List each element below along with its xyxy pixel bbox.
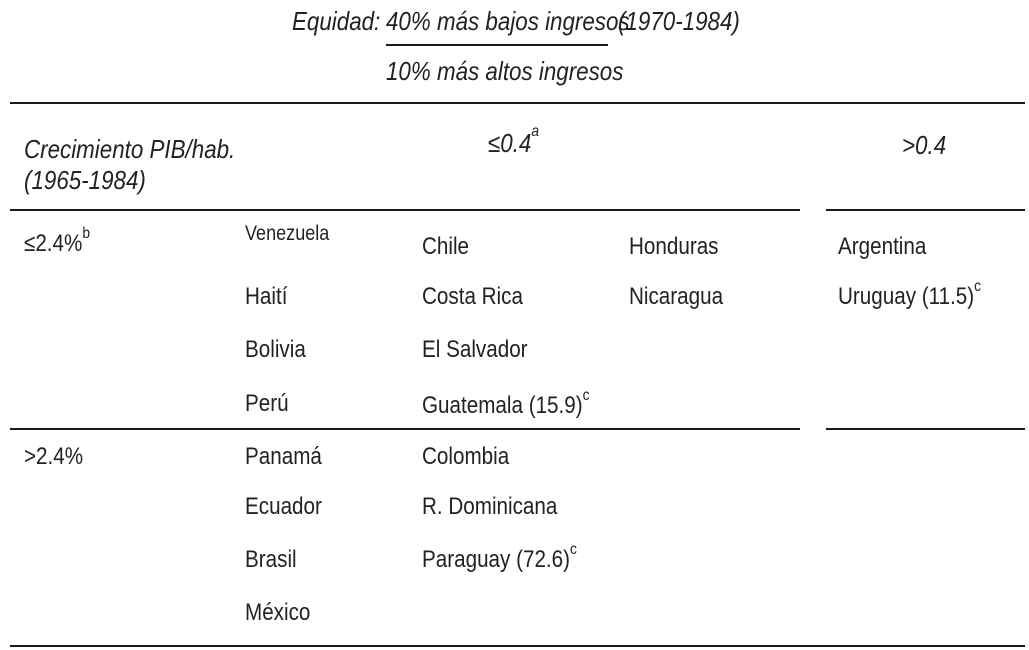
list-item: Ecuador bbox=[245, 493, 322, 520]
list-item: México bbox=[245, 599, 311, 626]
row1-label: ≤2.4%$^b$ bbox=[24, 225, 91, 257]
list-item: Panamá bbox=[245, 443, 322, 470]
list-item: Paraguay $(72.6)^c$ bbox=[422, 541, 577, 573]
top-rule bbox=[10, 102, 1025, 104]
header-rule-right bbox=[826, 209, 1025, 211]
growth-label-line1: Crecimiento PIB/hab. bbox=[24, 134, 236, 164]
list-item: R. Dominicana bbox=[422, 493, 558, 520]
list-item: Venezuela bbox=[245, 222, 330, 245]
growth-label-line2: (1965-1984) bbox=[24, 165, 146, 195]
mid-rule-right bbox=[826, 428, 1025, 430]
list-item: Honduras bbox=[629, 233, 719, 260]
mid-rule-left bbox=[10, 428, 800, 430]
list-item: Costa Rica bbox=[422, 283, 523, 310]
header-rule-left bbox=[10, 209, 800, 211]
title-label: Equidad: bbox=[292, 6, 381, 36]
list-item: Haití bbox=[245, 283, 288, 310]
list-item: Bolivia bbox=[245, 336, 306, 363]
list-item: Nicaragua bbox=[629, 283, 724, 310]
list-item: El Salvador bbox=[422, 336, 528, 363]
list-item: Perú bbox=[245, 390, 289, 417]
col-low-header: ≤0.4$^a$ bbox=[488, 123, 540, 158]
fraction-bar bbox=[386, 44, 608, 46]
bottom-rule bbox=[10, 645, 1025, 647]
list-item: Uruguay $(11.5)^c$ bbox=[838, 278, 982, 310]
row2-label: >2.4% bbox=[24, 443, 84, 470]
title-denominator: 10% más altos ingresos bbox=[386, 56, 624, 86]
title-period: (1970-1984) bbox=[618, 6, 740, 36]
list-item: Chile bbox=[422, 233, 470, 260]
title-numerator: 40% más bajos ingresos bbox=[386, 6, 630, 36]
list-item: Brasil bbox=[245, 546, 297, 573]
list-item: Guatemala $(15.9)^c$ bbox=[422, 387, 590, 419]
list-item: Argentina bbox=[838, 233, 927, 260]
list-item: Colombia bbox=[422, 443, 510, 470]
col-high-header: >0.4 bbox=[902, 130, 947, 160]
